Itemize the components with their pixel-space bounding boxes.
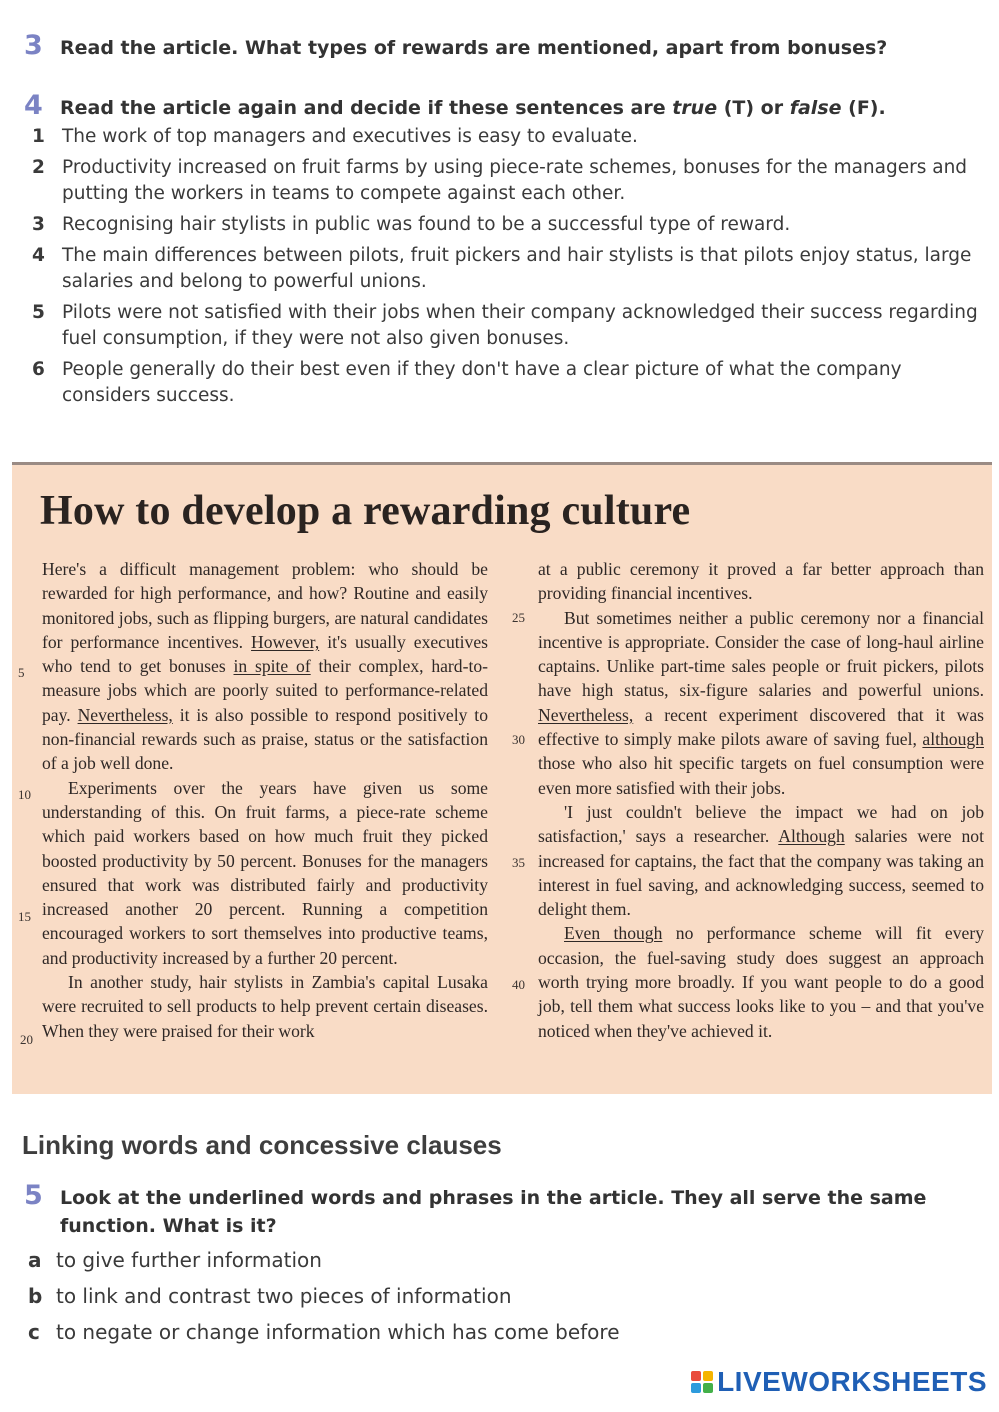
article-column-left (42, 557, 488, 1043)
article-paragraph: Even though no performance scheme will fit every occasion, the fuel-saving study does suggest an approach worth trying more broadly. If you want people to do a good job, tell them what success looks like to you – and that you've noticed when they've achieved it. (538, 923, 984, 1041)
exercise-3 (24, 30, 979, 62)
article-paragraph: at a public ceremony it proved a far better approach than providing financial incentives. (538, 559, 984, 604)
underlined-linker: Nevertheless, (77, 704, 173, 725)
article-paragraph: But sometimes neither a public ceremony nor a financial incentive is appropriate. Consider the case of long-haul airline captains. Unlike part-time sales people or fruit pickers, pilots have high status, six-figure salaries and powerful unions. Nevertheless, a recent experiment discovered that it was effective to simply make pilots aware of saving fuel, although those who also hit specific targets on fuel consumption were even more satisfied with their jobs. (538, 607, 984, 798)
logo-icon (691, 1371, 713, 1393)
exercise-4 (24, 90, 979, 414)
line-number: 40 (512, 977, 525, 992)
underlined-linker: although (922, 729, 984, 750)
exercise-instruction: Look at the underlined words and phrases in the article. They all serve the same function. What is it? (60, 1187, 927, 1237)
article-column-right (538, 557, 984, 1043)
line-number: 30 (512, 732, 525, 747)
underlined-linker: However, (251, 631, 320, 652)
line-number: 35 (512, 855, 525, 870)
line-number: 10 (18, 787, 31, 802)
statement-list (24, 124, 979, 409)
line-number: 15 (18, 909, 31, 924)
statement-item: 4 The main differences between pilots, fruit pickers and hair stylists is that pilots enjoy status, large salaries and belong to powerful unions. (32, 245, 972, 292)
liveworksheets-logo (691, 1366, 987, 1398)
section-heading: Linking words and concessive clauses (22, 1130, 502, 1160)
exercise-5 (24, 1180, 979, 1354)
answer-option[interactable]: b to link and contrast two pieces of information (28, 1284, 512, 1308)
underlined-linker: Nevertheless, (538, 704, 634, 725)
statement-item: 2 Productivity increased on fruit farms by using piece-rate schemes, bonuses for the managers and putting the workers in teams to compete against each other. (32, 157, 968, 204)
exercise-instruction: Read the article. What types of rewards are mentioned, apart from bonuses? (60, 37, 888, 59)
line-number: 5 (18, 665, 25, 680)
answer-option[interactable]: c to negate or change information which has come before (28, 1320, 620, 1344)
exercise-instruction: Read the article again and decide if these sentences are true (T) or false (F). (60, 97, 886, 119)
answer-option[interactable]: a to give further information (28, 1248, 322, 1272)
exercise-number: 3 (24, 30, 43, 61)
article-paragraph: Here's a difficult management problem: who should be rewarded for high performance, and how? Routine and easily monitored jobs, such as flipping burgers, are natural candidates for performance incentives. However, it's usually executives who tend to get bonuses in spite of their complex, hard-to-measure jobs which are poorly suited to performance-related pay. Nevertheless, it is also possible to respond positively to non-financial rewards such as praise, status or the satisfaction of a job well done. (42, 559, 489, 774)
option-list (24, 1246, 979, 1346)
exercise-number: 4 (24, 90, 43, 121)
article-paragraph: Experiments over the years have given us some understanding of this. On fruit farms, a piece-rate scheme which paid workers based on how much fruit they picked boosted productivity by 50 percent. Bonuses for the managers ensured that work was distributed fairly and productivity increased another 20 percent. Running a competition encouraged workers to sort themselves into productive teams, and productivity increased by a further 20 percent. (42, 777, 488, 968)
exercise-number: 5 (24, 1180, 43, 1211)
line-number: 20 (20, 1032, 33, 1047)
statement-item: 6 People generally do their best even if they don't have a clear picture of what the company considers success. (32, 359, 902, 406)
article-panel (12, 462, 992, 1094)
brand-name: LIVEWORKSHEETS (717, 1366, 987, 1397)
line-number: 25 (512, 610, 525, 625)
statement-item: 3 Recognising hair stylists in public was found to be a successful type of reward. (32, 214, 791, 235)
statement-item: 5 Pilots were not satisfied with their jobs when their company acknowledged their success regarding fuel consumption, if they were not also given bonuses. (32, 302, 978, 349)
underlined-linker: Even though (564, 923, 663, 944)
article-paragraph: 'I just couldn't believe the impact we had on job satisfaction,' says a researcher. Although salaries were not increased for captains, the fact that the company was taking an interest in fuel saving, and acknowledging success, seemed to delight them. (538, 801, 984, 920)
article-paragraph: In another study, hair stylists in Zambia's capital Lusaka were recruited to sell products to help prevent certain diseases. When they were praised for their work (42, 972, 488, 1041)
statement-item: 1 The work of top managers and executives is easy to evaluate. (32, 126, 638, 147)
article-title: How to develop a rewarding culture (40, 488, 691, 534)
underlined-linker: in spite of (233, 656, 311, 677)
underlined-linker: Although (778, 826, 845, 847)
